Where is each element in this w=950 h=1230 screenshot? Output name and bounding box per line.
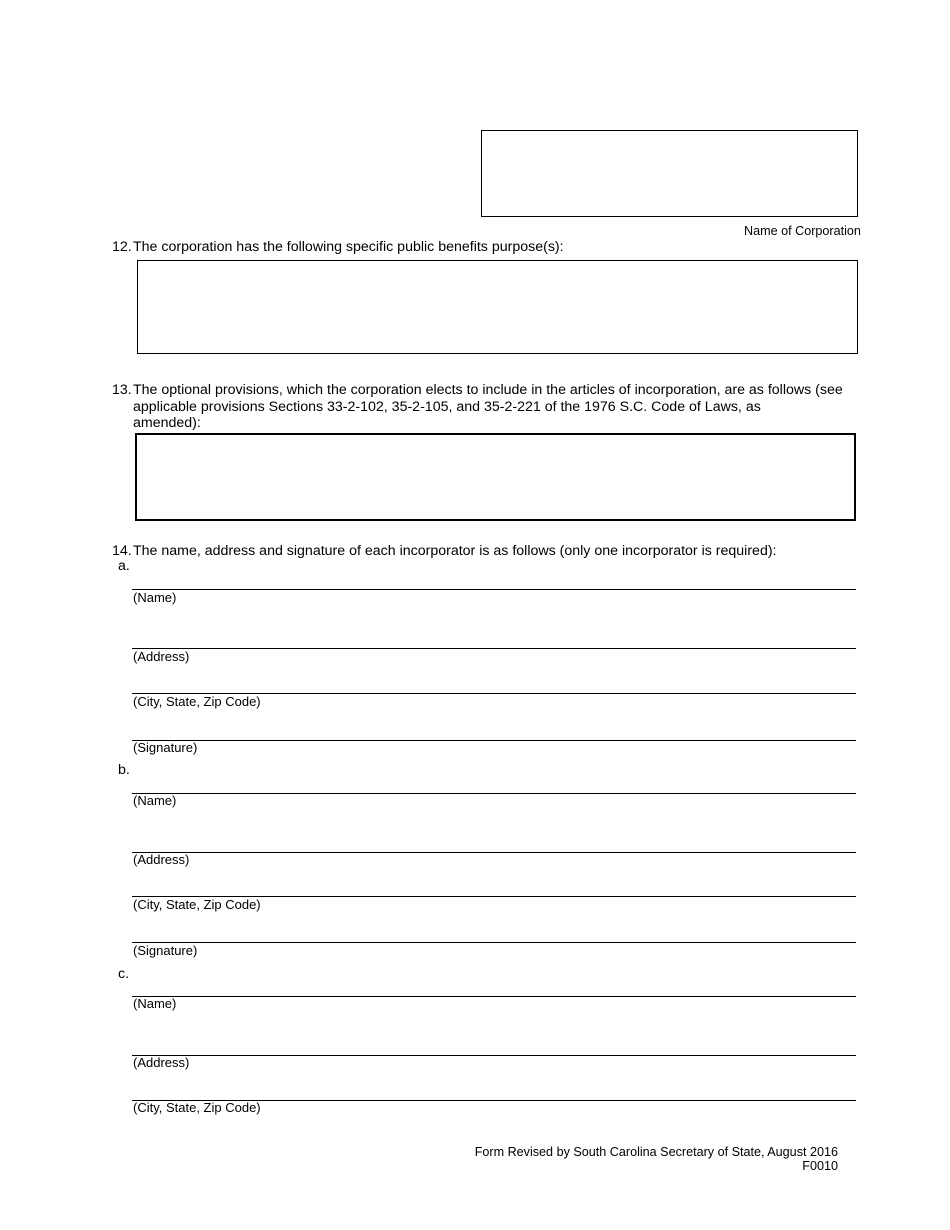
incorporator-a-name-label: (Name) <box>133 590 177 605</box>
question-14 <box>112 543 872 561</box>
incorporator-b-signature-line[interactable] <box>132 942 856 943</box>
question-12-text: The corporation has the following specific public benefits purpose(s): <box>133 239 564 255</box>
question-14-text: The name, address and signature of each incorporator is as follows (only one incorporator is required): <box>133 543 777 559</box>
footer-form-code: F0010 <box>802 1159 838 1173</box>
incorporator-c-city-label: (City, State, Zip Code) <box>133 1100 261 1115</box>
incorporator-c-address-label: (Address) <box>133 1055 190 1070</box>
question-12 <box>112 239 872 257</box>
incorporator-b-name-label: (Name) <box>133 793 177 808</box>
question-13-text-line1: The optional provisions, which the corporation elects to include in the articles of incorporation, are as follows (see <box>133 382 843 398</box>
question-12-number: 12. <box>112 239 132 255</box>
incorporator-b-address-label: (Address) <box>133 852 190 867</box>
public-benefits-purpose-box[interactable] <box>137 260 858 354</box>
incorporator-a-name-line[interactable] <box>132 589 856 590</box>
incorporator-b-name-line[interactable] <box>132 793 856 794</box>
footer-revised-text: Form Revised by South Carolina Secretary of State, August 2016 <box>474 1145 838 1159</box>
incorporator-b-address-line[interactable] <box>132 852 856 853</box>
incorporator-b-letter: b. <box>118 762 130 778</box>
question-13 <box>112 382 872 432</box>
incorporator-c-letter: c. <box>118 966 130 982</box>
corporation-name-box[interactable] <box>481 130 858 217</box>
optional-provisions-box[interactable] <box>135 433 856 521</box>
corporation-name-label: Name of Corporation <box>744 224 861 238</box>
incorporator-a-letter: a. <box>118 558 130 574</box>
question-13-number: 13. <box>112 382 132 398</box>
incorporator-c-address-line[interactable] <box>132 1055 856 1056</box>
question-14-number: 14. <box>112 543 132 559</box>
incorporator-a-address-label: (Address) <box>133 649 190 664</box>
incorporator-a-signature-line[interactable] <box>132 740 856 741</box>
question-13-text-line3: amended): <box>133 415 201 431</box>
incorporator-c-name-label: (Name) <box>133 996 177 1011</box>
incorporator-c-name-line[interactable] <box>132 996 856 997</box>
incorporator-a-signature-label: (Signature) <box>133 740 198 755</box>
incorporator-a-city-label: (City, State, Zip Code) <box>133 694 261 709</box>
incorporator-b-city-label: (City, State, Zip Code) <box>133 897 261 912</box>
incorporator-a-address-line[interactable] <box>132 648 856 649</box>
question-13-text-line2: applicable provisions Sections 33-2-102, 35-2-105, and 35-2-221 of the 1976 S.C. Code of Laws, as <box>133 398 761 415</box>
incorporator-b-signature-label: (Signature) <box>133 943 198 958</box>
